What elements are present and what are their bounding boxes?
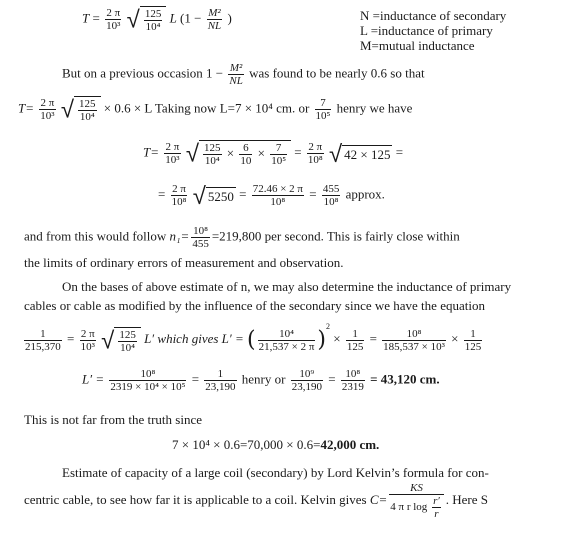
m-over-nl-fraction: $\frac{\text{M²}}{NL}$	[229, 62, 243, 87]
eq1-fraction: $\frac{2 \pi}{\text{10³}}$	[106, 7, 121, 32]
definition-l: L =inductance of primary	[360, 23, 493, 38]
paragraph-3-line-2: centric cable, to see how far it is applicable to a coil. Kelvin gives C= KS 4 π r log $\frac{r'}{r}$ . Here S	[24, 482, 488, 520]
line-not-far-from-truth: This is not far from the truth since	[24, 412, 202, 427]
equation-1	[82, 6, 232, 33]
kelvin-formula-fraction: KS 4 π r log $\frac{r'}{r}$	[389, 482, 443, 520]
eq1-m-fraction: $\frac{\text{M²}}{NL}$	[207, 7, 222, 32]
paragraph-2-line-2: cables or cable as modified by the influence of the secondary since we have the equation	[24, 298, 485, 313]
eq1-paren-close: )	[227, 10, 232, 26]
line-follow-n1: and from this would follow n₁= $\frac{\text{10⁸}}{455}$ =219,800 per second. This is fairly close within	[24, 225, 460, 250]
equation-7: 7 × 10⁴ × 0.6=70,000 × 0.6=42,000 cm.	[172, 437, 380, 452]
paragraph-3-line-1: Estimate of capacity of a large coil (secondary) by Lord Kelvin’s formula for con-	[62, 465, 489, 480]
line-limits: the limits of ordinary errors of measurement and observation.	[24, 255, 344, 270]
equation-4: = $\frac{2 \pi}{\text{10⁸}}$ √ 5250 = $\frac{72.46 \times 2 \pi}{\text{10⁸}}$ = $\frac{455}{\text{10⁸}}$ approx.	[158, 181, 385, 210]
equation-3: T= $\frac{2 \pi}{\text{10³}}$ √ $\frac{125}{\text{10⁴}}$ × $\frac{6}{10}$ × $\frac{7}{\text{10⁵}}$ = $\frac{2 \pi}{\text{10⁸}}$ √ 42 × 125 =	[143, 139, 404, 168]
line-taking-now: T= $\frac{2 \pi}{\text{10³}}$ √ $\frac{125}{\text{10⁴}}$ × 0.6 × L Taking now L=7 × 10⁴ cm. or $\frac{7}{\text{10⁵}}$ henry we have	[18, 95, 413, 124]
eq1-paren-open: (1 −	[180, 10, 202, 26]
line-previous-occasion: But on a previous occasion 1 − $\frac{\text{M²}}{NL}$ was found to be nearly 0.6 so that	[62, 62, 425, 87]
eq1-lhs: T	[82, 10, 90, 26]
definition-m: M=mutual inductance	[360, 38, 475, 53]
eq1-equals: =	[92, 10, 100, 26]
paragraph-2-line-1: On the bases of above estimate of n, we may also determine the inductance of primary	[62, 279, 512, 294]
eq1-L: L	[169, 10, 177, 26]
equation-5: $\frac{1}{215,370}$ = $\frac{2 \pi}{\text{10³}}$ √ $\frac{125}{\text{10⁴}}$ L′ which gives L′ = ( $\frac{\text{10⁴}}{21,537 \times 2 \pi}$ )$^2$ × $\frac{1}{125}$ = $\frac{\text{10⁸}}{\text{185,537 × 10³}}$ × $\frac{1}{125}$	[25, 322, 482, 355]
definition-n: N =inductance of secondary	[360, 8, 507, 23]
eq1-radical: √ $\frac{125}{\text{10⁴}}$	[127, 6, 167, 33]
equation-6: L′ = $\frac{\text{10⁸}}{\text{2319 × 10⁴ × 10⁵}}$ = $\frac{1}{23,190}$ henry or $\frac{\text{10⁹}}{23,190}$ = $\frac{\text{10⁸}}{2319}$ = 43,120 cm.	[82, 368, 440, 393]
